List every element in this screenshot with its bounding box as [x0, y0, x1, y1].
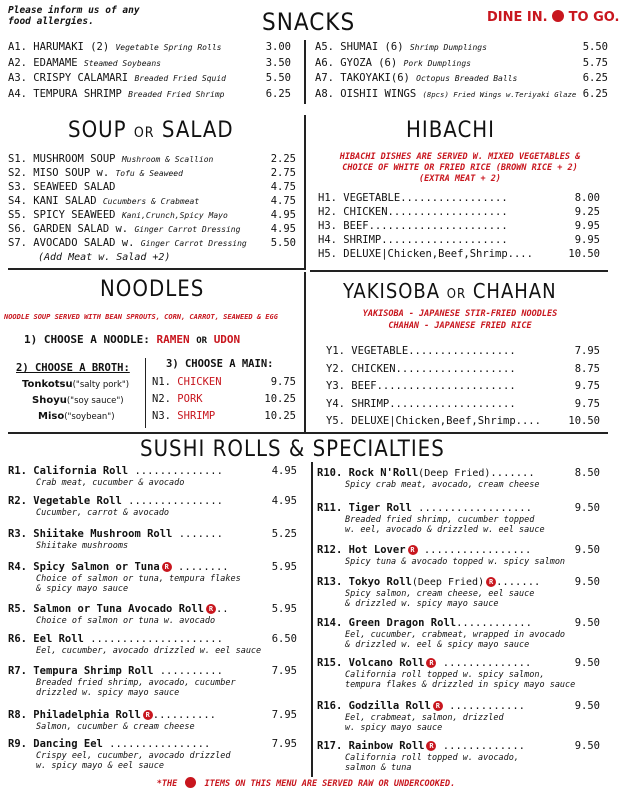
item-price: 9.95	[574, 220, 600, 232]
item-code: R10.	[317, 467, 343, 479]
item-desc: Choice of salmon or tuna w. avocado	[36, 616, 216, 626]
item-price: 9.50	[574, 502, 600, 514]
item-code: R1.	[8, 465, 27, 477]
item-code: H5.	[318, 248, 337, 260]
raw-icon: R	[143, 710, 153, 720]
item-price: 6.50	[271, 633, 297, 645]
item-code: A2.	[8, 56, 27, 69]
menu-item	[326, 398, 516, 411]
item-desc: Tofu & Seaweed	[115, 169, 183, 178]
sushi-item	[317, 617, 532, 630]
item-desc: & drizzled w. spicy mayo sauce	[345, 599, 499, 609]
item-price: 9.50	[574, 740, 600, 752]
item-price: 10.50	[568, 248, 600, 260]
item-desc: drizzled w. spicy mayo sauce	[36, 688, 180, 698]
broth-item	[38, 410, 115, 424]
item-name: California Roll	[33, 465, 129, 477]
sushi-item	[8, 495, 223, 508]
item-code: R17.	[317, 740, 343, 752]
item-desc: (8pcs) Fried Wings w.Teriyaki Glaze	[422, 89, 577, 99]
sushi-item	[317, 502, 532, 515]
item-name: Hot Lover	[348, 544, 406, 556]
item-name: GYOZA (6)	[340, 56, 398, 69]
item-dots: ................	[102, 738, 211, 750]
broth-name: Shoyu	[32, 395, 67, 406]
noodles-title: NOODLES	[100, 277, 205, 302]
item-price: 5.95	[271, 603, 297, 615]
item-name: MISO SOUP w.	[33, 167, 110, 179]
raw-icon: R	[206, 604, 216, 614]
item-price: 4.95	[271, 495, 297, 507]
item-code: N1.	[152, 376, 171, 388]
item-dots: .................	[417, 544, 532, 556]
item-code: R2.	[8, 495, 27, 507]
item-desc: Breaded fried shrimp, cucumber topped	[345, 515, 535, 525]
sushi-item	[317, 740, 525, 753]
raw-icon: R	[426, 741, 436, 751]
item-name: OISHII WINGS	[340, 87, 417, 100]
item-code: Y5.	[326, 415, 345, 427]
item-price: 3.00	[265, 41, 291, 53]
sushi-item	[317, 576, 540, 589]
sushi-item	[8, 465, 223, 478]
item-desc: Octopus Breaded Balls	[416, 74, 518, 83]
item-name: Tiger Roll	[348, 502, 412, 514]
menu-item	[8, 181, 115, 194]
dine-in-to-go	[487, 10, 619, 25]
item-code: A8.	[315, 87, 334, 100]
soup-note: (Add Meat w. Salad +2)	[38, 252, 171, 263]
item-desc: Mushroom & Scallion	[121, 155, 214, 164]
item-name: Tokyo Roll	[348, 576, 412, 588]
item-desc: Eel, cucumber, crabmeat, wrapped in avocado	[345, 630, 566, 640]
item-name: Rock N'Roll	[348, 467, 419, 479]
item-name: Godzilla Roll	[348, 700, 431, 712]
item-price: 4.95	[271, 465, 297, 477]
item-name: Philadelphia Roll	[33, 709, 141, 721]
item-code: S4.	[8, 195, 27, 207]
item-price: 7.95	[271, 709, 297, 721]
menu-item	[318, 220, 508, 233]
item-code: S5.	[8, 209, 27, 221]
item-price: 10.25	[264, 393, 296, 405]
item-code: S1.	[8, 153, 27, 165]
menu-item	[8, 167, 183, 180]
item-code: R4.	[8, 561, 27, 573]
item-price: 2.75	[270, 167, 296, 179]
item-code: R5.	[8, 603, 27, 615]
item-desc: California roll topped w. avocado,	[345, 753, 519, 763]
item-price: 9.75	[574, 397, 600, 410]
item-price: 7.95	[574, 345, 600, 357]
hibachi-title: HIBACHI	[406, 118, 495, 143]
item-desc: Pork Dumplings	[403, 58, 471, 68]
item-code: H1.	[318, 192, 337, 204]
item-price: 5.50	[265, 72, 291, 84]
item-desc: Steamed Soybeans	[83, 58, 161, 68]
item-code: Y1.	[326, 345, 345, 357]
menu-item	[315, 72, 517, 85]
item-code: R12.	[317, 544, 343, 556]
item-name: PORK	[177, 393, 203, 405]
dine-in-label: DINE IN.	[487, 10, 548, 25]
choose-main: 3) CHOOSE A MAIN:	[166, 358, 274, 370]
sushi-divider	[311, 462, 313, 777]
item-name: CHICKEN	[177, 376, 222, 388]
item-name: SHRIMP....................	[351, 397, 516, 410]
item-name: SPICY SEAWEED	[33, 209, 116, 221]
item-dots: ..	[215, 603, 229, 615]
soup-salad-title: SOUP OR SALAD	[68, 118, 234, 143]
item-desc: California roll topped w. spicy salmon,	[345, 670, 545, 680]
item-name: CHICKEN...................	[351, 362, 516, 375]
item-price: 4.95	[270, 223, 296, 235]
item-code: R11.	[317, 502, 343, 514]
item-price: 3.50	[265, 56, 291, 69]
item-desc: w. eel, avocado & drizzled w. eel sauce	[345, 525, 545, 535]
item-desc: Shrimp Dumplings	[409, 43, 487, 52]
item-code: S6.	[8, 223, 27, 235]
item-name: AVOCADO SALAD w.	[33, 237, 135, 249]
item-name: SHUMAI (6)	[340, 41, 404, 53]
raw-icon: R	[486, 577, 496, 587]
menu-item	[318, 234, 508, 247]
item-name: Green Dragon Roll	[348, 617, 457, 629]
raw-icon: R	[426, 658, 436, 668]
item-code: H4.	[318, 234, 337, 246]
noodle-divider	[145, 358, 146, 428]
item-desc: Shiitake mushrooms	[36, 541, 129, 551]
sushi-item	[8, 603, 229, 616]
sushi-item	[8, 633, 223, 646]
item-extra: (Deep Fried)	[418, 468, 491, 479]
item-price: 5.25	[271, 528, 297, 540]
sushi-item	[8, 738, 210, 751]
item-code: Y3.	[326, 380, 345, 392]
item-desc: Ginger Carrot Dressing	[140, 239, 247, 248]
noodles-note: NOODLE SOUP SERVED WITH BEAN SPROUTS, CORN, CARROT, SEAWEED & EGG	[4, 313, 278, 321]
sushi-item	[317, 657, 531, 670]
item-dots: .......	[172, 528, 223, 540]
item-name: KANI SALAD	[33, 195, 97, 207]
item-code: H2.	[318, 206, 337, 218]
item-code: S2.	[8, 167, 27, 179]
raw-icon: R	[433, 701, 443, 711]
item-desc: & spicy mayo sauce	[36, 584, 129, 594]
item-extra: (Deep Fried)	[411, 577, 485, 588]
item-price: 9.95	[574, 234, 600, 246]
item-price: 4.75	[270, 181, 296, 193]
item-name: Spicy Salmon or Tuna	[33, 561, 160, 573]
item-price: 9.50	[574, 544, 600, 556]
item-code: R9.	[8, 738, 27, 750]
item-desc: Vegetable Spring Rolls	[115, 43, 222, 52]
item-name: Dancing Eel	[33, 738, 103, 750]
noodles-yakisoba-divider	[304, 272, 306, 432]
item-code: A1.	[8, 41, 27, 53]
menu-item	[8, 57, 161, 70]
menu-item	[8, 72, 226, 85]
item-name: Shiitake Mushroom Roll	[33, 528, 173, 540]
item-code: R15.	[317, 657, 343, 669]
item-price: 5.95	[271, 561, 297, 573]
choose-noodle: 1) CHOOSE A NOODLE: RAMEN OR UDON	[24, 333, 241, 346]
raw-icon: R	[162, 562, 172, 572]
item-price: 9.50	[574, 700, 600, 712]
raw-icon: R	[408, 545, 418, 555]
item-name: CHICKEN...................	[343, 206, 508, 218]
item-dots: .....................	[83, 633, 223, 645]
broth-name: Tonkotsu	[22, 379, 73, 390]
item-price: 6.25	[265, 87, 291, 100]
sushi-item	[8, 561, 229, 574]
snacks-divider	[304, 40, 306, 104]
item-price: 5.50	[270, 237, 296, 249]
sushi-item	[317, 467, 535, 480]
item-name: Volcano Roll	[348, 657, 425, 669]
item-name: Rainbow Roll	[348, 740, 425, 752]
allergy-note: Please inform us of any food allergies.	[8, 5, 140, 27]
menu-item	[315, 88, 576, 101]
item-dots: ............	[456, 617, 532, 629]
broth-item	[32, 394, 124, 408]
broth-desc: ("soy sauce")	[66, 396, 124, 406]
item-desc: Breaded Fried Shrimp	[128, 89, 225, 99]
hibachi-note: HIBACHI DISHES ARE SERVED W. MIXED VEGETABLES & CHOICE OF WHITE OR FRIED RICE (BROWN RICE + 2) (EXTRA MEAT + 2)	[339, 152, 581, 184]
item-dots: ........	[171, 561, 229, 573]
item-code: R7.	[8, 665, 27, 677]
item-code: R8.	[8, 709, 27, 721]
choose-broth: 2) CHOOSE A BROTH:	[16, 362, 130, 374]
item-desc: Kani,Crunch,Spicy Mayo	[121, 211, 228, 220]
sushi-item	[8, 709, 216, 722]
item-desc: Breaded fried shrimp, avocado, cucumber	[36, 678, 236, 688]
item-price: 9.75	[270, 376, 296, 388]
item-price: 8.75	[574, 362, 600, 375]
item-code: R3.	[8, 528, 27, 540]
item-code: R6.	[8, 633, 27, 645]
sushi-item	[8, 665, 223, 678]
item-desc: w. spicy mayo & eel sauce	[36, 761, 164, 771]
menu-item	[326, 380, 516, 393]
item-price: 5.50	[582, 41, 608, 53]
menu-item	[8, 195, 199, 208]
item-name: EDAMAME	[33, 56, 78, 69]
item-name: Salmon or Tuna Avocado Roll	[33, 603, 204, 615]
item-name: Eel Roll	[33, 633, 84, 645]
item-name: SEAWEED SALAD	[33, 181, 116, 193]
menu-item	[318, 248, 533, 261]
menu-item	[315, 57, 471, 70]
item-name: SHRIMP....................	[343, 234, 508, 246]
menu-item	[8, 223, 240, 236]
item-name: MUSHROOM SOUP	[33, 153, 116, 165]
item-name: SHRIMP	[177, 410, 216, 422]
to-go-label: TO GO.	[568, 10, 619, 25]
item-name: GARDEN SALAD w.	[33, 223, 129, 235]
item-dots: .......	[496, 576, 541, 588]
item-dots: ............	[442, 700, 525, 712]
item-desc: Ginger Carrot Dressing	[134, 225, 241, 234]
main-item	[152, 376, 222, 389]
item-dots: ..................	[411, 502, 532, 514]
item-price: 9.50	[574, 576, 600, 588]
item-desc: Cucumber, carrot & avocado	[36, 508, 170, 518]
item-dots: ..........	[152, 709, 216, 721]
item-dots: ...............	[121, 495, 223, 507]
item-desc: Salmon, cucumber & cream cheese	[36, 722, 195, 732]
item-dots: ..............	[128, 465, 223, 477]
main-item	[152, 410, 215, 423]
item-name: HARUMAKI (2)	[33, 41, 110, 53]
item-price: 7.95	[271, 665, 297, 677]
menu-item	[326, 415, 541, 428]
item-desc: Cucumbers & Crabmeat	[102, 197, 200, 206]
item-dots: ..........	[153, 665, 223, 677]
menu-item	[326, 345, 516, 358]
item-desc: Eel, cucumber, avocado drizzled w. eel sauce	[36, 646, 262, 656]
item-price: 8.00	[574, 192, 600, 204]
sushi-item	[8, 528, 223, 541]
item-name: BEEF......................	[343, 220, 508, 232]
item-price: 6.25	[582, 72, 608, 84]
item-desc: Crispy eel, cucumber, avocado drizzled	[36, 751, 231, 761]
item-price: 4.95	[270, 209, 296, 221]
item-name: VEGETABLE.................	[351, 345, 516, 357]
soup-hibachi-divider	[304, 115, 306, 270]
item-desc: & drizzled w. eel & spicy mayo sauce	[345, 640, 530, 650]
item-code: H3.	[318, 220, 337, 232]
item-name: TEMPURA SHRIMP	[33, 87, 122, 100]
snacks-title: SNACKS	[262, 8, 356, 36]
sushi-title: SUSHI ROLLS & SPECIALTIES	[140, 437, 445, 462]
item-desc: Breaded Fried Squid	[134, 74, 226, 83]
item-name: DELUXE|Chicken,Beef,Shrimp....	[343, 248, 533, 260]
sushi-item	[317, 544, 531, 557]
item-name: TAKOYAKI(6)	[340, 72, 410, 84]
item-desc: Spicy salmon, cream cheese, eel sauce	[345, 589, 535, 599]
item-desc: tempura flakes & drizzled in spicy mayo sauce	[345, 680, 576, 690]
footer-note: *THE ITEMS ON THIS MENU ARE SERVED RAW OR UNDERCOOKED.	[156, 779, 456, 789]
item-name: DELUXE|Chicken,Beef,Shrimp....	[351, 415, 541, 427]
item-name: VEGETABLE.................	[343, 192, 508, 204]
menu-item	[326, 363, 516, 376]
divider-line-1	[8, 268, 304, 270]
menu-item	[8, 209, 228, 222]
item-desc: Crab meat, cucumber & avocado	[36, 478, 185, 488]
raw-icon	[552, 10, 564, 22]
item-dots: ..............	[436, 657, 532, 669]
item-code: A5.	[315, 41, 334, 53]
item-price: 2.25	[270, 153, 296, 165]
item-desc: Spicy crab meat, avocado, cream cheese	[345, 480, 540, 490]
item-dots: .............	[436, 740, 525, 752]
menu-item	[315, 41, 487, 54]
item-price: 7.95	[271, 738, 297, 750]
item-desc: w. spicy mayo sauce	[345, 723, 443, 733]
item-code: Y4.	[326, 397, 345, 410]
item-code: A6.	[315, 56, 334, 69]
broth-desc: ("salty pork")	[72, 380, 130, 390]
item-price: 10.50	[568, 415, 600, 427]
item-code: Y2.	[326, 362, 345, 375]
menu-item	[8, 41, 221, 54]
item-name: BEEF......................	[351, 380, 516, 392]
menu-item	[8, 153, 213, 166]
menu-item	[318, 206, 508, 219]
item-price: 9.50	[574, 657, 600, 669]
item-price: 9.25	[574, 206, 600, 218]
item-price: 6.25	[582, 87, 608, 100]
item-name: CRISPY CALAMARI	[33, 72, 129, 84]
item-price: 8.50	[574, 467, 600, 479]
item-desc: Spicy tuna & avocado topped w. spicy salmon	[345, 557, 566, 567]
item-code: R13.	[317, 576, 343, 588]
item-price: 4.75	[270, 195, 296, 207]
item-code: N3.	[152, 410, 171, 422]
menu-item	[8, 237, 247, 250]
item-desc: Eel, crabmeat, salmon, drizzled	[345, 713, 504, 723]
broth-name: Miso	[38, 411, 65, 422]
item-code: S3.	[8, 181, 27, 193]
divider-line-3	[8, 432, 608, 434]
item-name: Tempura Shrimp Roll	[33, 665, 154, 677]
broth-item	[22, 378, 129, 392]
menu-item	[318, 192, 508, 205]
item-desc: salmon & tuna	[345, 763, 412, 773]
item-price: 9.75	[574, 380, 600, 392]
yakisoba-note: YAKISOBA - JAPANESE STIR-FRIED NOODLES CHAHAN - JAPANESE FRIED RICE	[362, 309, 558, 331]
item-price: 10.25	[264, 410, 296, 422]
item-code: S7.	[8, 237, 27, 249]
item-dots: .......	[490, 467, 535, 479]
broth-desc: ("soybean")	[64, 412, 115, 422]
raw-icon	[185, 777, 196, 788]
item-code: R14.	[317, 617, 343, 629]
main-item	[152, 393, 203, 406]
item-price: 5.75	[582, 56, 608, 69]
item-code: A3.	[8, 72, 27, 84]
item-price: 9.50	[574, 617, 600, 629]
sushi-item	[317, 700, 525, 713]
divider-line-2	[310, 270, 608, 272]
yakisoba-title: YAKISOBA OR CHAHAN	[343, 279, 557, 303]
item-code: N2.	[152, 393, 171, 405]
item-desc: Choice of salmon or tuna, tempura flakes	[36, 574, 241, 584]
item-code: R16.	[317, 700, 343, 712]
item-name: Vegetable Roll	[33, 495, 122, 507]
item-code: A4.	[8, 87, 27, 100]
item-code: A7.	[315, 72, 334, 84]
menu-item	[8, 88, 224, 101]
